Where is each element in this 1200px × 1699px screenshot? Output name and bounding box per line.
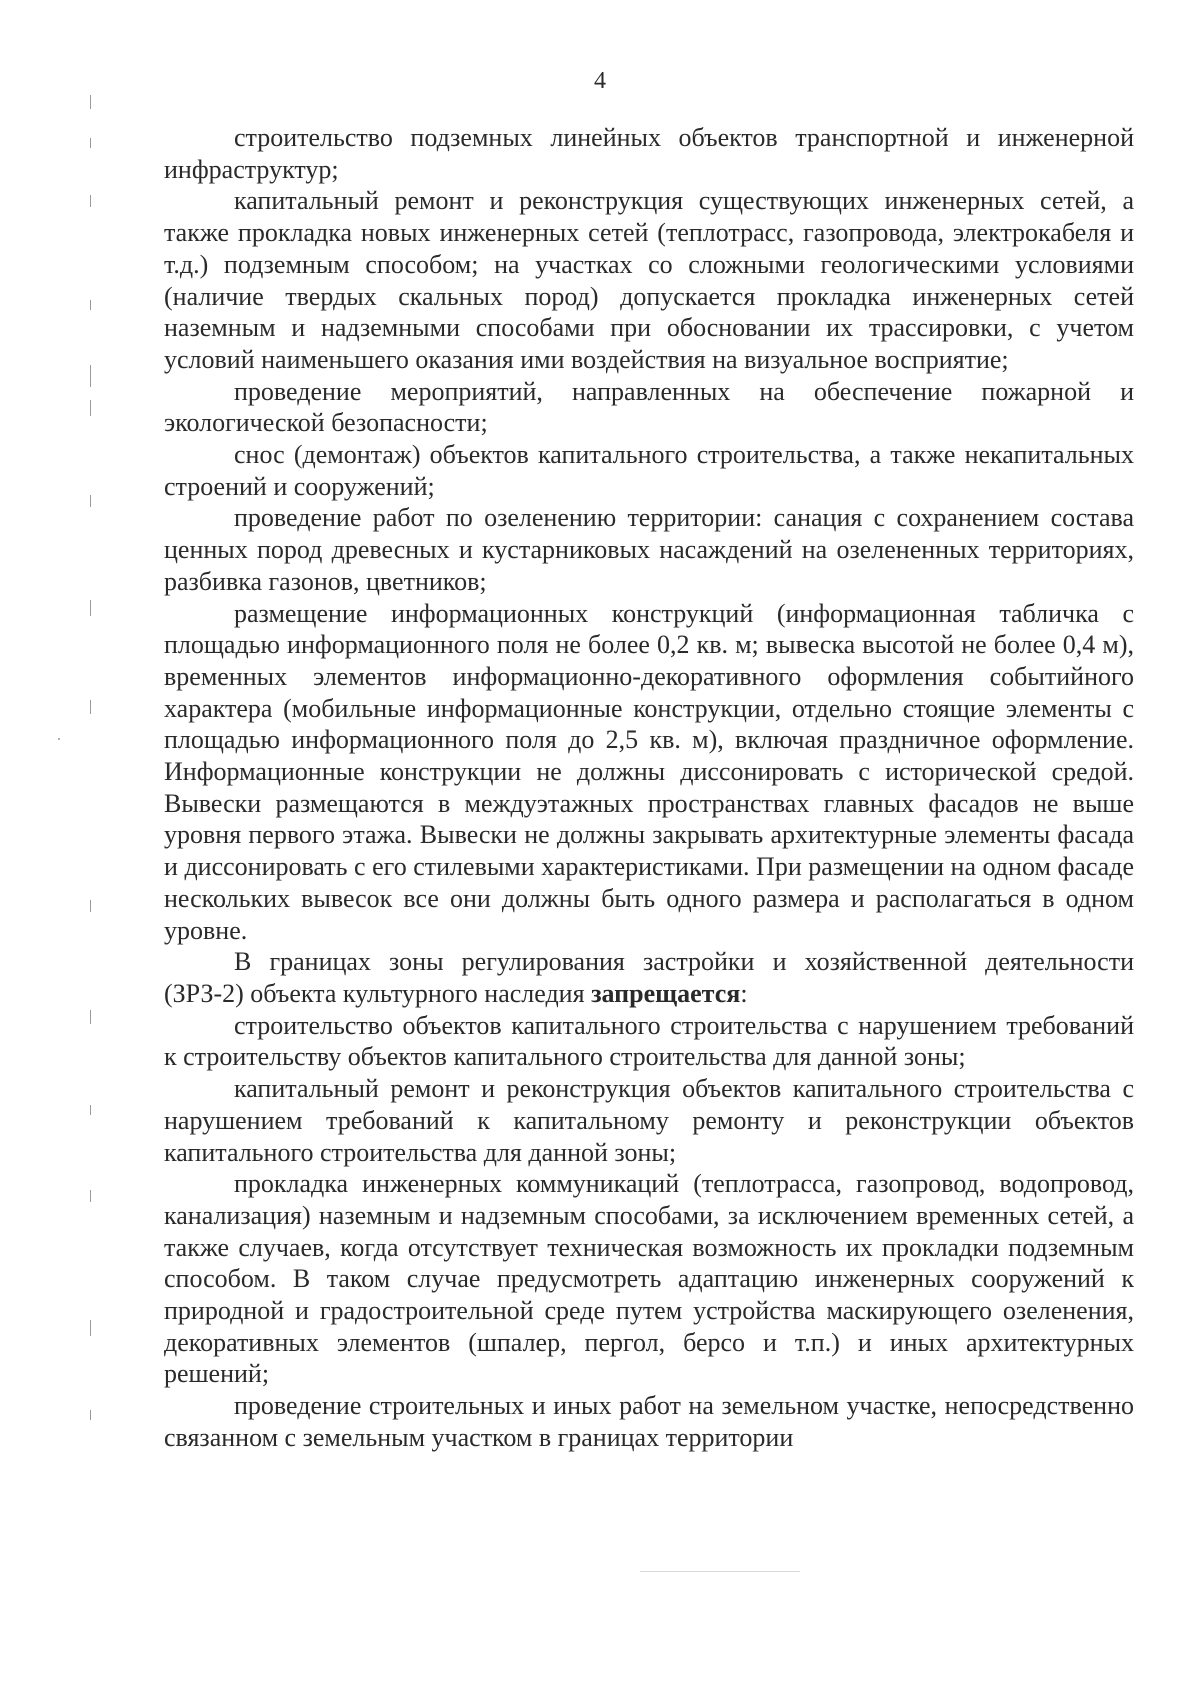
margin-mark [90, 1190, 91, 1202]
zone-intro-paragraph [164, 946, 1134, 1009]
document-body [164, 122, 1134, 1454]
margin-mark [90, 1010, 91, 1024]
zone-intro-text: В границах зоны регулирования застройки и хозяйственной деятельности (ЗРЗ-2) объекта культурного наследия [164, 947, 1134, 1008]
margin-mark [90, 1410, 91, 1420]
paragraph: размещение информационных конструкций (информационная табличка с площадью информационного поля не более 0,2 кв. м; вывеска высотой не более 0,4 м), временных элементов информационно-декоративного оформления событийного характера (мобильные информационные конструкции, отдельно стоящие элементы с площадью информационного поля до 2,5 кв. м), включая праздничное оформление. Информационные конструкции не должны диссонировать с исторической средой. Вывески размещаются в междуэтажных пространствах главных фасадов не выше уровня первого этажа. Вывески не должны закрывать архитектурные элементы фасада и диссонировать с его стилевыми характеристиками. При размещении на одном фасаде нескольких вывесок все они должны быть одного размера и располагаться в одном уровне. [164, 598, 1134, 945]
margin-mark [90, 95, 91, 109]
paragraph: строительство подземных линейных объектов транспортной и инженерной инфраструктур; [164, 123, 1134, 184]
paragraph: проведение работ по озеленению территории: санация с сохранением состава ценных пород древесных и кустарниковых насаждений на озелененных территориях, разбивка газонов, цветников; [164, 503, 1134, 596]
prohibited-item: строительство объектов капитального строительства с нарушением требований к строительству объектов капитального строительства для данной зоны; [164, 1010, 1134, 1072]
margin-mark [90, 300, 91, 310]
zone-intro-suffix: : [740, 978, 748, 1008]
margin-mark [90, 195, 91, 207]
page-number: 4 [594, 68, 606, 94]
margin-mark [90, 900, 91, 912]
margin-mark [90, 138, 91, 148]
margin-mark [90, 1105, 91, 1115]
prohibited-item: проведение строительных и иных работ на земельном участке, непосредственно связанном с земельным участком в границах территории [164, 1391, 1134, 1452]
margin-mark [90, 600, 91, 616]
margin-mark [90, 495, 91, 507]
prohibited-emphasis: запрещается [591, 978, 741, 1008]
scan-speck [640, 1571, 800, 1572]
paragraph: проведение мероприятий, направленных на обеспечение пожарной и экологической безопасности; [164, 376, 1134, 438]
paragraph: капитальный ремонт и реконструкция существующих инженерных сетей, а также прокладка новых инженерных сетей (теплотрасс, газопровода, электрокабеля и т.д.) подземным способом; на участках со сложными геологическими условиями (наличие твердых скальных пород) допускается прокладка инженерных сетей наземным и надземными способами при обосновании их трассировки, с учетом условий наименьшего оказания ими воздействия на визуальное восприятие; [164, 186, 1134, 374]
margin-mark [90, 700, 91, 714]
margin-mark [90, 400, 91, 416]
prohibited-item: прокладка инженерных коммуникаций (теплотрасса, газопровод, водопровод, канализация) наземным и надземным способами, за исключением временных сетей, а также случаев, когда отсутствует техническая возможность их прокладки подземным способом. В таком случае предусмотреть адаптацию инженерных сооружений к природной и градостроительной среде путем устройства маскирующего озеленения, декоративных элементов (шпалер, пергол, берсо и т.п.) и иных архитектурных решений; [164, 1169, 1134, 1389]
margin-mark [90, 365, 91, 387]
paragraph: снос (демонтаж) объектов капитального строительства, а также некапитальных строений и сооружений; [164, 440, 1134, 501]
margin-mark [90, 1320, 91, 1336]
scan-speck [58, 738, 60, 740]
prohibited-item: капитальный ремонт и реконструкция объектов капитального строительства с нарушением требований к капитальному ремонту и реконструкции объектов капитального строительства для данной зоны; [164, 1074, 1134, 1167]
